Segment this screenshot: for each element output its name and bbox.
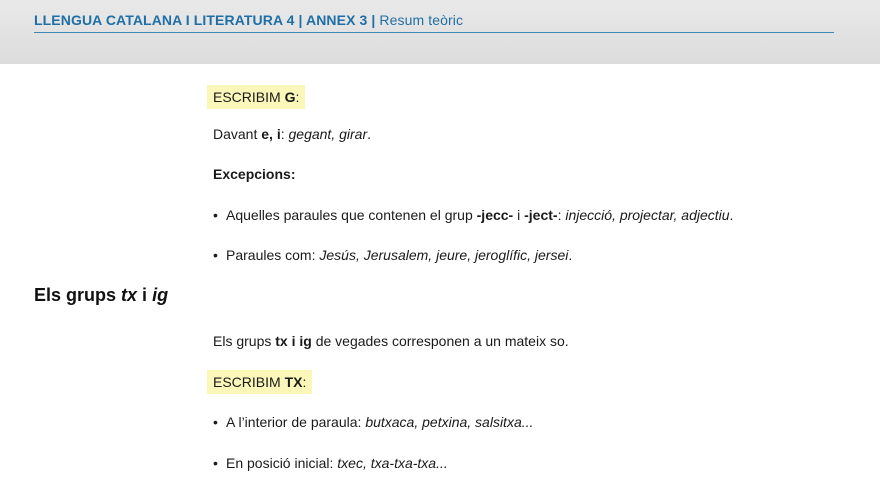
examples: injecció, projectar, adjectiu bbox=[565, 207, 730, 223]
examples: butxaca, petxina, salsitxa... bbox=[365, 414, 534, 430]
page-header bbox=[0, 0, 880, 64]
label-escribim-g bbox=[207, 85, 305, 109]
examples: gegant, girar bbox=[288, 126, 368, 142]
text: i bbox=[137, 285, 153, 305]
header-divider bbox=[34, 32, 834, 33]
text: tx bbox=[121, 285, 138, 305]
text: de vegades corresponen a un mateix so. bbox=[311, 333, 569, 349]
header-title-main: LLENGUA CATALANA I LITERATURA 4 | ANNEX 3 | bbox=[34, 12, 376, 28]
text: En posició inicial: bbox=[226, 455, 338, 471]
bullet-marker: • bbox=[213, 207, 218, 223]
text: : bbox=[557, 207, 566, 223]
label-escribim-tx bbox=[207, 370, 312, 394]
label-prefix: ESCRIBIM bbox=[213, 374, 285, 390]
exceptions-title bbox=[213, 166, 295, 182]
tx-item-1 bbox=[226, 414, 533, 430]
text: ig bbox=[152, 285, 169, 305]
text: . bbox=[367, 126, 371, 142]
label-letter: TX bbox=[284, 374, 303, 390]
header-title-sub: Resum teòric bbox=[379, 12, 464, 28]
label-prefix: ESCRIBIM bbox=[213, 89, 285, 105]
text: . bbox=[729, 207, 734, 223]
exception-item-1 bbox=[226, 207, 733, 223]
text: Aquelles paraules que contenen el grup bbox=[226, 207, 477, 223]
bullet-marker: • bbox=[213, 247, 218, 263]
label-suffix: : bbox=[295, 89, 300, 105]
letters: e, i bbox=[261, 126, 281, 142]
bullet-marker: • bbox=[213, 455, 218, 471]
tx-item-2 bbox=[226, 455, 448, 471]
examples: txec, txa-txa-txa... bbox=[337, 455, 448, 471]
text: : bbox=[280, 126, 289, 142]
rule-davant-ei bbox=[213, 126, 371, 142]
text: . bbox=[568, 247, 573, 263]
exception-item-2 bbox=[226, 247, 572, 263]
bullet-marker: • bbox=[213, 414, 218, 430]
group: -ject- bbox=[524, 207, 558, 223]
text: i bbox=[513, 207, 525, 223]
group: -jecc- bbox=[476, 207, 514, 223]
text: Paraules com: bbox=[226, 247, 320, 263]
text: Els grups bbox=[213, 333, 276, 349]
exceptions-title-text: Excepcions: bbox=[213, 166, 296, 182]
text: Els grups bbox=[34, 285, 122, 305]
label-suffix: : bbox=[302, 374, 307, 390]
text: A l’interior de paraula: bbox=[226, 414, 366, 430]
text: Davant bbox=[213, 126, 262, 142]
header-title bbox=[34, 12, 463, 28]
section-heading bbox=[34, 285, 168, 306]
label-letter: G bbox=[284, 89, 296, 105]
tx-ig-intro bbox=[213, 333, 569, 349]
examples: Jesús, Jerusalem, jeure, jeroglífic, jersei bbox=[319, 247, 569, 263]
text: tx i ig bbox=[275, 333, 312, 349]
